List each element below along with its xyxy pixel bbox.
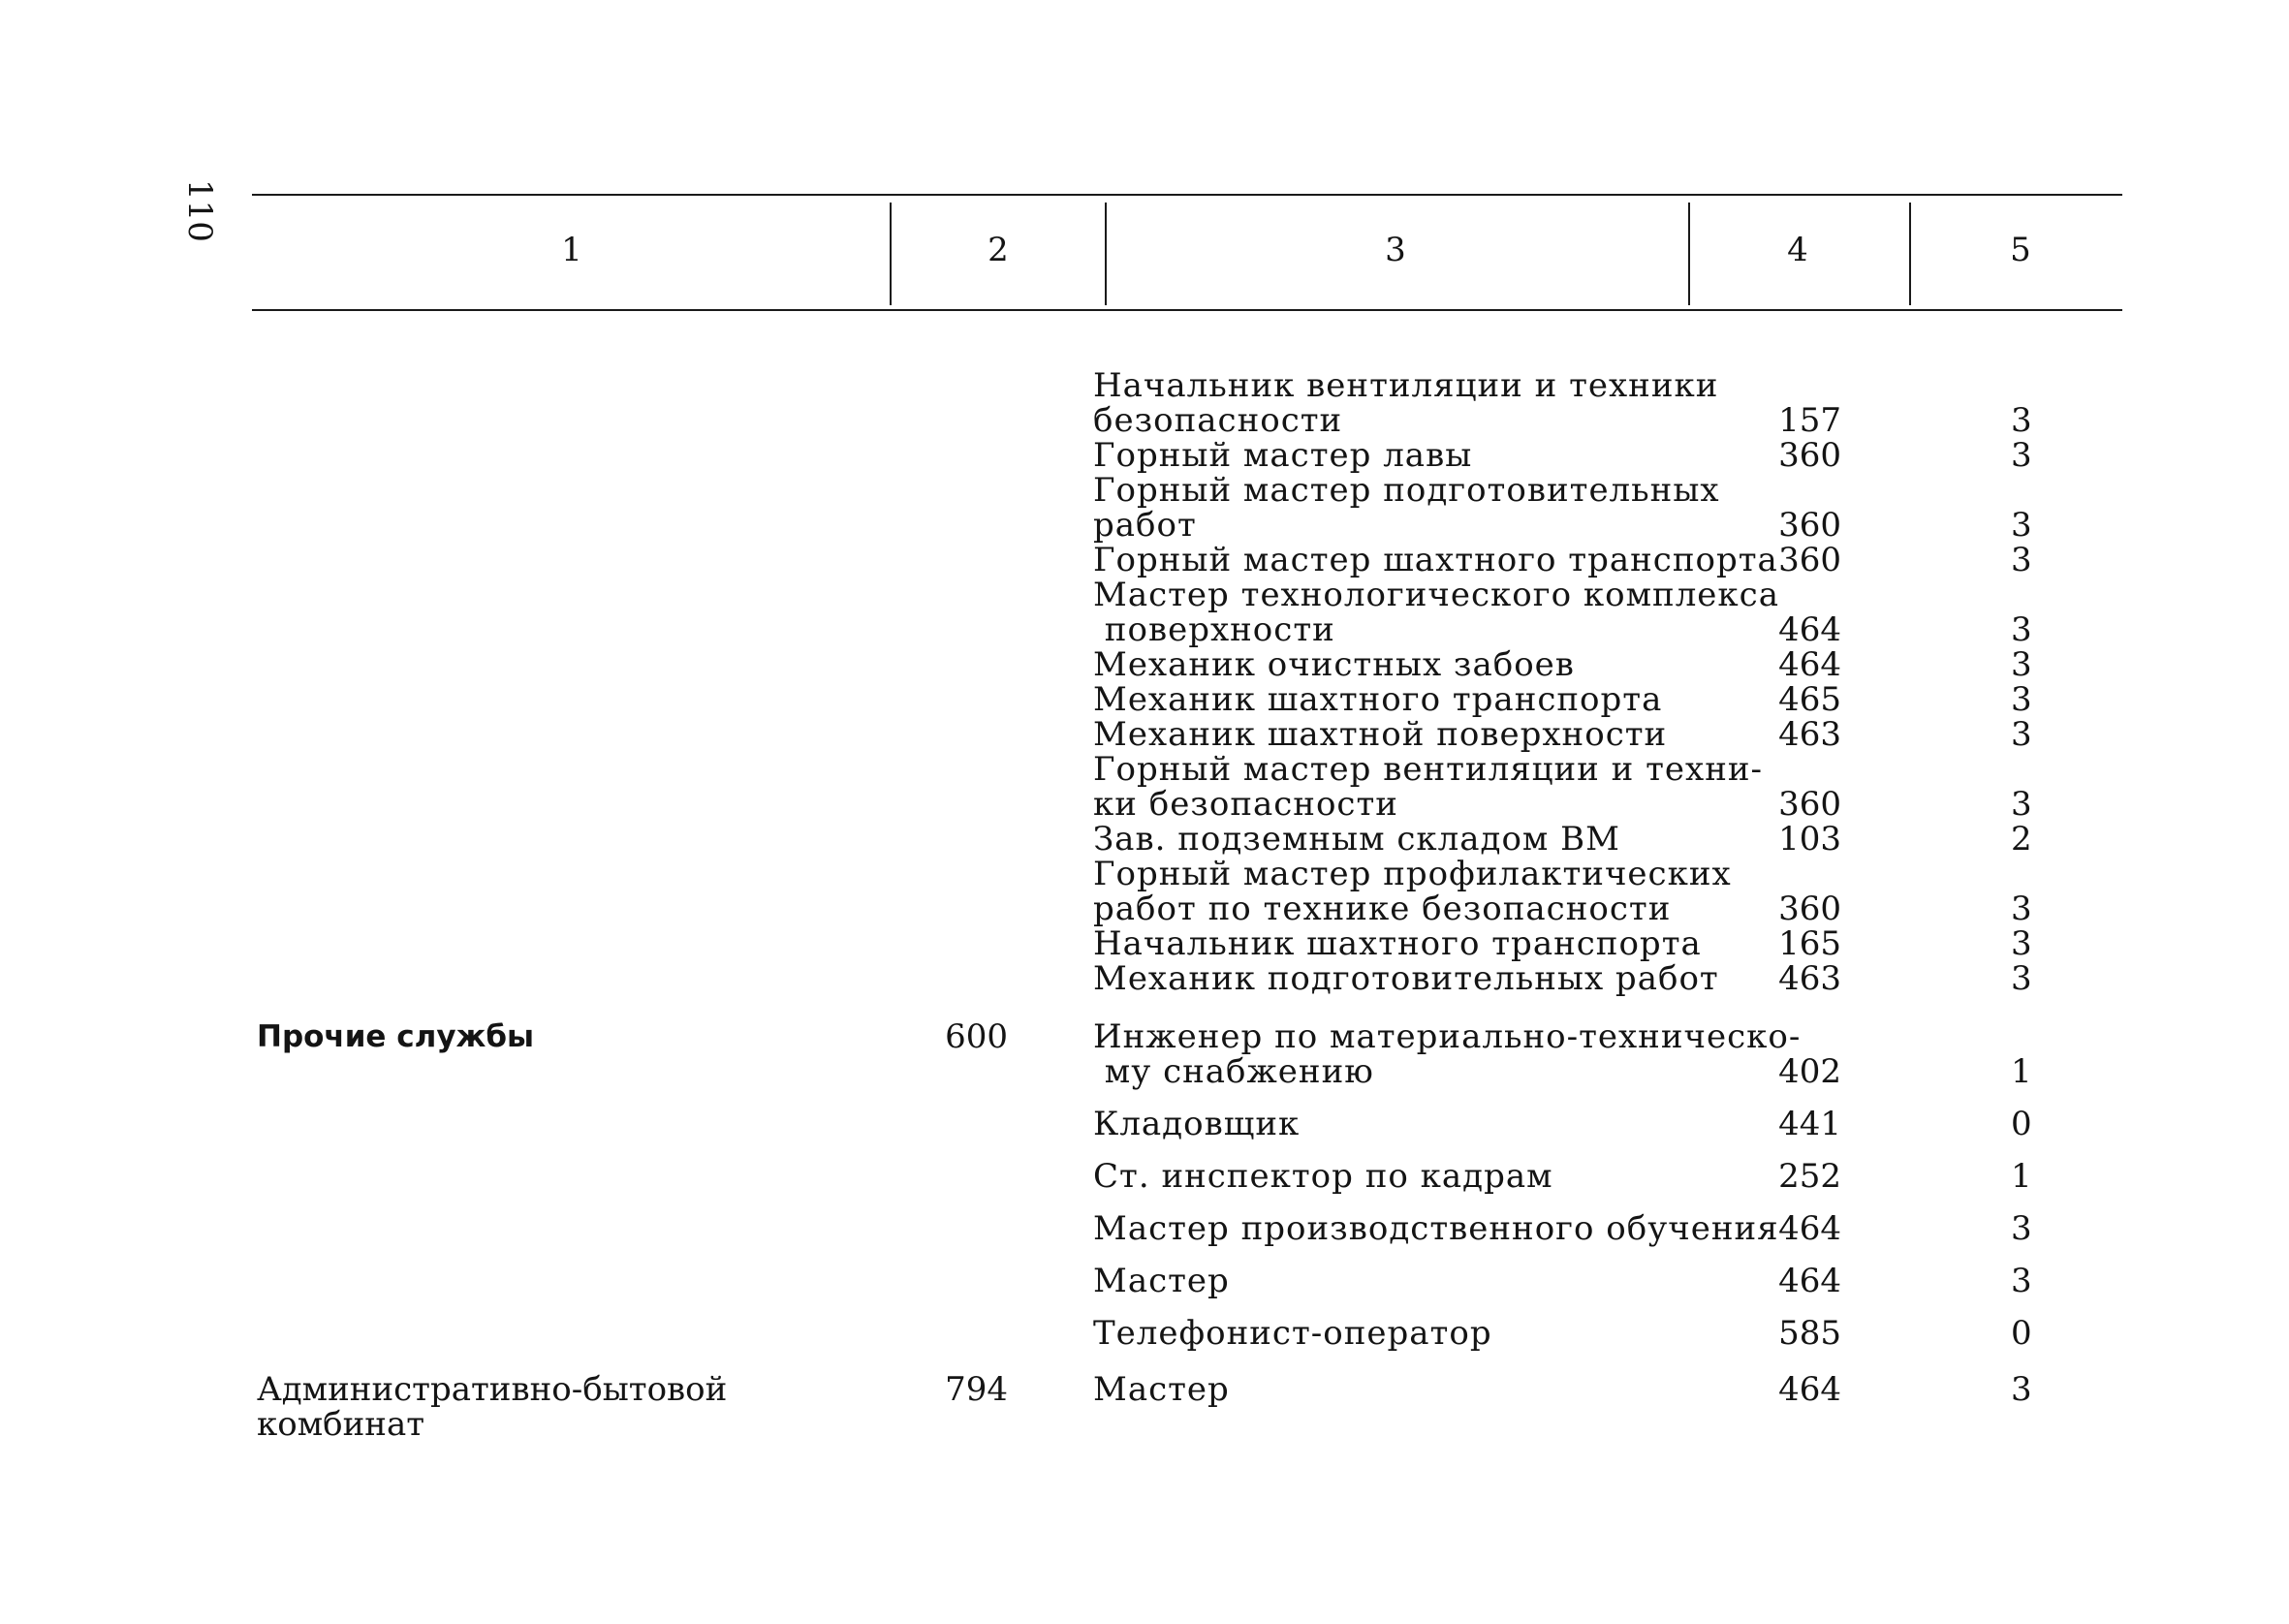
grade-value: 3 <box>2011 436 2032 475</box>
position-name: Кладовщик <box>1093 1105 1301 1143</box>
position-name: Начальник вентиляции и техники <box>1093 366 1719 405</box>
position-name: Телефонист-оператор <box>1093 1314 1492 1353</box>
position-name: Механик шахтной поверхности <box>1093 715 1668 754</box>
table-header-rule <box>252 309 2122 311</box>
rate-value: 360 <box>1778 785 1841 824</box>
rate-value: 360 <box>1778 890 1841 928</box>
column-divider <box>890 203 892 305</box>
grade-value: 3 <box>2011 959 2032 998</box>
rate-value: 465 <box>1778 680 1841 719</box>
grade-value: 3 <box>2011 715 2032 754</box>
position-name: Горный мастер лавы <box>1093 436 1473 475</box>
grade-value: 3 <box>2011 890 2032 928</box>
position-name: Механик очистных забоев <box>1093 645 1575 684</box>
rate-value: 252 <box>1778 1157 1841 1196</box>
position-name: работ <box>1093 506 1197 545</box>
rate-value: 464 <box>1778 610 1841 649</box>
position-name: поверхности <box>1093 610 1335 649</box>
position-name: ки безопасности <box>1093 785 1398 824</box>
grade-value: 3 <box>2011 401 2032 440</box>
grade-value: 3 <box>2011 680 2032 719</box>
rate-value: 165 <box>1778 924 1841 963</box>
grade-value: 3 <box>2011 645 2032 684</box>
column-divider <box>1688 203 1690 305</box>
position-name: Горный мастер подготовительных <box>1093 471 1720 510</box>
rate-value: 585 <box>1778 1314 1841 1353</box>
grade-value: 3 <box>2011 541 2032 579</box>
column-header-1: 1 <box>561 231 582 269</box>
table-top-rule <box>252 194 2122 196</box>
position-name: Мастер производственного обучения <box>1093 1209 1779 1248</box>
grade-value: 3 <box>2011 1370 2032 1409</box>
position-name: Механик подготовительных работ <box>1093 959 1719 998</box>
category-label: Прочие службы <box>257 1019 535 1054</box>
rate-value: 360 <box>1778 506 1841 545</box>
position-name: работ по технике безопасности <box>1093 890 1672 928</box>
grade-value: 2 <box>2011 820 2032 859</box>
position-name: Мастер технологического комплекса <box>1093 576 1779 614</box>
column-header-3: 3 <box>1385 231 1406 269</box>
grade-value: 1 <box>2011 1157 2032 1196</box>
rate-value: 464 <box>1778 1209 1841 1248</box>
position-name: Зав. подземным складом ВМ <box>1093 820 1620 859</box>
page-number: 110 <box>180 179 219 242</box>
column-divider <box>1105 203 1107 305</box>
position-name: Мастер <box>1093 1262 1230 1300</box>
rate-value: 464 <box>1778 1370 1841 1409</box>
position-name: Горный мастер вентиляции и техни- <box>1093 750 1764 789</box>
position-name: му снабжению <box>1093 1052 1374 1091</box>
category-label-cont: комбинат <box>257 1405 425 1444</box>
rate-value: 103 <box>1778 820 1841 859</box>
grade-value: 1 <box>2011 1052 2032 1091</box>
grade-value: 3 <box>2011 610 2032 649</box>
category-code: 794 <box>945 1370 1008 1409</box>
rate-value: 402 <box>1778 1052 1841 1091</box>
position-name: Начальник шахтного транспорта <box>1093 924 1702 963</box>
grade-value: 3 <box>2011 1262 2032 1300</box>
position-name: Ст. инспектор по кадрам <box>1093 1157 1553 1196</box>
rate-value: 463 <box>1778 959 1841 998</box>
grade-value: 3 <box>2011 506 2032 545</box>
grade-value: 0 <box>2011 1105 2032 1143</box>
rate-value: 463 <box>1778 715 1841 754</box>
position-name: Механик шахтного транспорта <box>1093 680 1663 719</box>
position-name: безопасности <box>1093 401 1343 440</box>
grade-value: 0 <box>2011 1314 2032 1353</box>
category-code: 600 <box>945 1017 1008 1056</box>
grade-value: 3 <box>2011 1209 2032 1248</box>
rate-value: 441 <box>1778 1105 1841 1143</box>
column-header-4: 4 <box>1787 231 1808 269</box>
position-name: Мастер <box>1093 1370 1230 1409</box>
column-header-5: 5 <box>2010 231 2031 269</box>
column-divider <box>1909 203 1911 305</box>
position-name: Горный мастер профилактических <box>1093 855 1732 893</box>
rate-value: 157 <box>1778 401 1841 440</box>
rate-value: 360 <box>1778 436 1841 475</box>
rate-value: 360 <box>1778 541 1841 579</box>
column-header-2: 2 <box>988 231 1009 269</box>
grade-value: 3 <box>2011 785 2032 824</box>
category-label: Административно-бытовой <box>257 1370 728 1409</box>
grade-value: 3 <box>2011 924 2032 963</box>
position-name: Инженер по материально-техническо- <box>1093 1017 1802 1056</box>
rate-value: 464 <box>1778 1262 1841 1300</box>
rate-value: 464 <box>1778 645 1841 684</box>
position-name: Горный мастер шахтного транспорта <box>1093 541 1778 579</box>
